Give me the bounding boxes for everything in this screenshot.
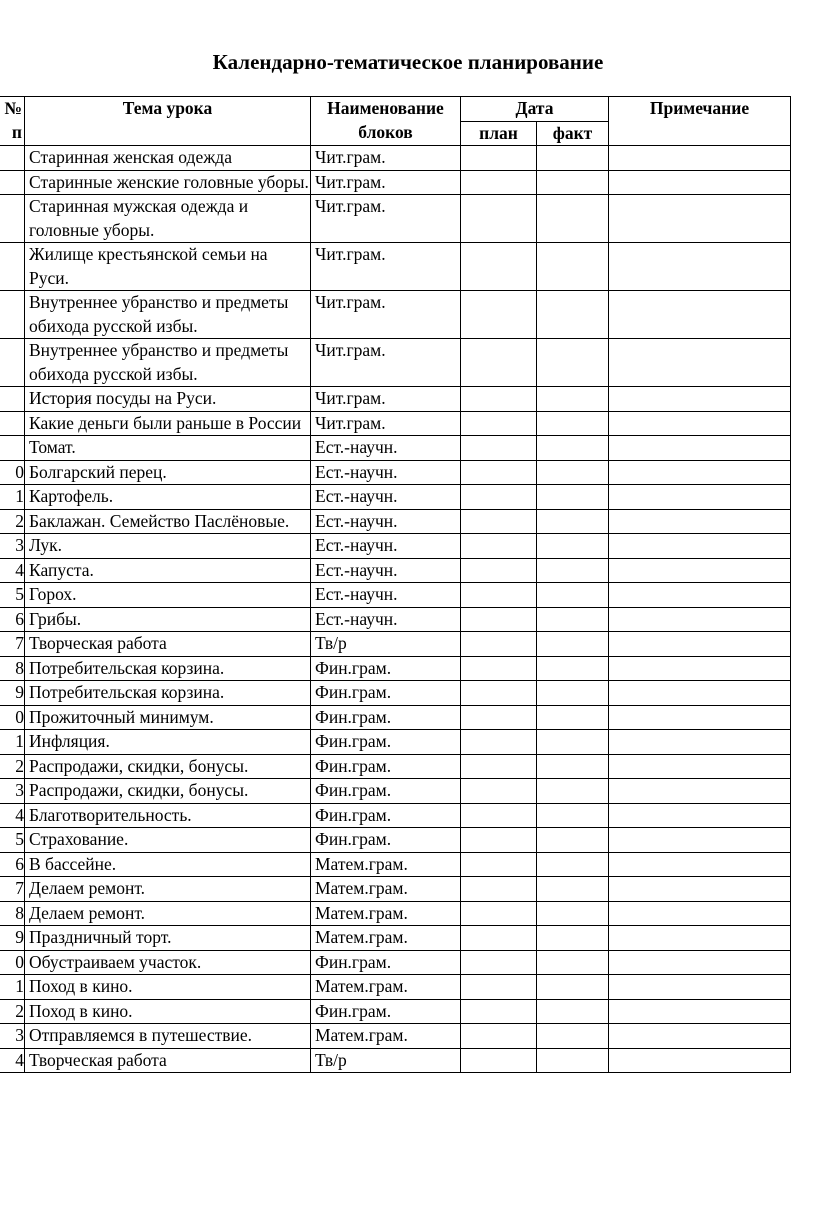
- row-date-fact: [537, 436, 609, 461]
- row-topic: Делаем ремонт.: [25, 901, 311, 926]
- row-number: [0, 243, 25, 291]
- row-number: 4: [0, 558, 25, 583]
- row-date-plan: [461, 146, 537, 171]
- plan-table: [0, 96, 791, 1073]
- table-row: [0, 779, 791, 804]
- table-row: [0, 681, 791, 706]
- row-number: 5: [0, 828, 25, 853]
- row-topic: Распродажи, скидки, бонусы.: [25, 779, 311, 804]
- row-topic: Капуста.: [25, 558, 311, 583]
- row-number: 6: [0, 607, 25, 632]
- row-number: [0, 387, 25, 412]
- table-row: [0, 632, 791, 657]
- row-date-fact: [537, 485, 609, 510]
- table-row: [0, 291, 791, 339]
- row-topic: История посуды на Руси.: [25, 387, 311, 412]
- row-block: Ест.-научн.: [311, 436, 461, 461]
- row-topic: Картофель.: [25, 485, 311, 510]
- table-row: [0, 170, 791, 195]
- row-number: 8: [0, 656, 25, 681]
- row-number: 2: [0, 999, 25, 1024]
- row-note: [609, 681, 791, 706]
- row-date-plan: [461, 901, 537, 926]
- row-date-fact: [537, 583, 609, 608]
- row-note: [609, 1024, 791, 1049]
- row-note: [609, 926, 791, 951]
- row-block: Фин.грам.: [311, 705, 461, 730]
- row-number: 1: [0, 730, 25, 755]
- row-number: 7: [0, 632, 25, 657]
- row-topic: Благотворительность.: [25, 803, 311, 828]
- row-block: Фин.грам.: [311, 828, 461, 853]
- row-date-fact: [537, 558, 609, 583]
- row-date-plan: [461, 170, 537, 195]
- table-row: [0, 950, 791, 975]
- row-date-plan: [461, 681, 537, 706]
- row-date-fact: [537, 779, 609, 804]
- row-date-fact: [537, 656, 609, 681]
- header-date-plan: план: [461, 121, 537, 146]
- header-number: [0, 97, 25, 146]
- row-topic: Жилище крестьянской семьи на Руси.: [25, 243, 311, 291]
- row-number: 8: [0, 901, 25, 926]
- row-number: 6: [0, 852, 25, 877]
- row-topic: Потребительская корзина.: [25, 656, 311, 681]
- row-date-plan: [461, 485, 537, 510]
- table-row: [0, 583, 791, 608]
- row-block: Ест.-научн.: [311, 607, 461, 632]
- row-block: Матем.грам.: [311, 852, 461, 877]
- row-note: [609, 999, 791, 1024]
- row-date-fact: [537, 754, 609, 779]
- row-date-fact: [537, 607, 609, 632]
- row-date-plan: [461, 975, 537, 1000]
- row-topic: Старинные женские головные уборы.: [25, 170, 311, 195]
- row-topic: Поход в кино.: [25, 999, 311, 1024]
- row-note: [609, 195, 791, 243]
- row-note: [609, 705, 791, 730]
- row-note: [609, 730, 791, 755]
- table-row: [0, 339, 791, 387]
- table-row: [0, 509, 791, 534]
- row-date-fact: [537, 534, 609, 559]
- row-note: [609, 828, 791, 853]
- row-date-fact: [537, 291, 609, 339]
- row-date-plan: [461, 828, 537, 853]
- row-date-plan: [461, 195, 537, 243]
- row-topic: Горох.: [25, 583, 311, 608]
- row-note: [609, 656, 791, 681]
- row-block: Ест.-научн.: [311, 460, 461, 485]
- row-block: Ест.-научн.: [311, 558, 461, 583]
- row-block: Матем.грам.: [311, 1024, 461, 1049]
- row-block: Матем.грам.: [311, 926, 461, 951]
- row-number: 1: [0, 975, 25, 1000]
- row-date-plan: [461, 656, 537, 681]
- row-date-plan: [461, 632, 537, 657]
- row-number: [0, 195, 25, 243]
- row-date-plan: [461, 460, 537, 485]
- row-block: Чит.грам.: [311, 195, 461, 243]
- row-topic: Прожиточный минимум.: [25, 705, 311, 730]
- row-topic: Баклажан. Семейство Паслёновые.: [25, 509, 311, 534]
- row-date-fact: [537, 926, 609, 951]
- row-date-fact: [537, 901, 609, 926]
- table-row: [0, 705, 791, 730]
- row-block: Тв/р: [311, 632, 461, 657]
- table-body: [0, 146, 791, 1073]
- row-block: Ест.-научн.: [311, 485, 461, 510]
- row-date-fact: [537, 509, 609, 534]
- row-date-plan: [461, 534, 537, 559]
- row-number: 5: [0, 583, 25, 608]
- row-date-plan: [461, 926, 537, 951]
- row-block: Чит.грам.: [311, 170, 461, 195]
- row-date-plan: [461, 754, 537, 779]
- row-number: 2: [0, 509, 25, 534]
- row-number: [0, 339, 25, 387]
- row-number: [0, 146, 25, 171]
- row-date-fact: [537, 195, 609, 243]
- row-topic: Внутреннее убранство и предметы обихода русской избы.: [25, 339, 311, 387]
- row-block: Фин.грам.: [311, 681, 461, 706]
- table-row: [0, 195, 791, 243]
- row-number: [0, 291, 25, 339]
- row-note: [609, 779, 791, 804]
- row-note: [609, 411, 791, 436]
- row-topic: Инфляция.: [25, 730, 311, 755]
- row-date-plan: [461, 950, 537, 975]
- row-note: [609, 170, 791, 195]
- row-number: 3: [0, 1024, 25, 1049]
- row-date-fact: [537, 999, 609, 1024]
- row-date-plan: [461, 1048, 537, 1073]
- row-note: [609, 339, 791, 387]
- row-number: 1: [0, 485, 25, 510]
- row-date-fact: [537, 852, 609, 877]
- table-row: [0, 387, 791, 412]
- row-block: Фин.грам.: [311, 999, 461, 1024]
- row-note: [609, 436, 791, 461]
- header-date-fact: факт: [537, 121, 609, 146]
- row-block: Чит.грам.: [311, 243, 461, 291]
- row-block: Матем.грам.: [311, 901, 461, 926]
- row-date-plan: [461, 411, 537, 436]
- row-number: 3: [0, 779, 25, 804]
- row-topic: Грибы.: [25, 607, 311, 632]
- row-date-fact: [537, 243, 609, 291]
- row-note: [609, 950, 791, 975]
- row-block: Фин.грам.: [311, 779, 461, 804]
- row-number: 9: [0, 926, 25, 951]
- row-block: Чит.грам.: [311, 387, 461, 412]
- row-block: Чит.грам.: [311, 291, 461, 339]
- row-topic: Делаем ремонт.: [25, 877, 311, 902]
- row-topic: Поход в кино.: [25, 975, 311, 1000]
- row-number: [0, 170, 25, 195]
- row-block: Чит.грам.: [311, 146, 461, 171]
- table-row: [0, 1024, 791, 1049]
- table-row: [0, 901, 791, 926]
- row-number: 0: [0, 705, 25, 730]
- row-note: [609, 243, 791, 291]
- row-block: Фин.грам.: [311, 950, 461, 975]
- row-note: [609, 1048, 791, 1073]
- row-date-plan: [461, 583, 537, 608]
- row-note: [609, 558, 791, 583]
- row-block: Тв/р: [311, 1048, 461, 1073]
- row-date-fact: [537, 170, 609, 195]
- row-block: Фин.грам.: [311, 803, 461, 828]
- row-topic: Страхование.: [25, 828, 311, 853]
- table-row: [0, 146, 791, 171]
- row-number: 3: [0, 534, 25, 559]
- table-row: [0, 877, 791, 902]
- row-date-fact: [537, 460, 609, 485]
- row-date-fact: [537, 1024, 609, 1049]
- row-date-plan: [461, 558, 537, 583]
- row-date-fact: [537, 705, 609, 730]
- row-date-plan: [461, 339, 537, 387]
- row-note: [609, 485, 791, 510]
- table-row: [0, 411, 791, 436]
- row-note: [609, 975, 791, 1000]
- header-date: Дата: [461, 97, 609, 122]
- row-topic: Праздничный торт.: [25, 926, 311, 951]
- row-note: [609, 291, 791, 339]
- row-date-plan: [461, 509, 537, 534]
- row-note: [609, 460, 791, 485]
- row-date-fact: [537, 828, 609, 853]
- row-number: [0, 436, 25, 461]
- table-row: [0, 534, 791, 559]
- row-topic: Лук.: [25, 534, 311, 559]
- row-note: [609, 901, 791, 926]
- table-row: [0, 975, 791, 1000]
- row-topic: Старинная мужская одежда и головные уборы.: [25, 195, 311, 243]
- row-block: Фин.грам.: [311, 656, 461, 681]
- table-row: [0, 803, 791, 828]
- table-row: [0, 852, 791, 877]
- row-block: Фин.грам.: [311, 730, 461, 755]
- row-block: Ест.-научн.: [311, 583, 461, 608]
- table-row: [0, 243, 791, 291]
- row-date-plan: [461, 877, 537, 902]
- row-topic: Какие деньги были раньше в России: [25, 411, 311, 436]
- row-number: 0: [0, 950, 25, 975]
- table-row: [0, 730, 791, 755]
- header-note: Примечание: [609, 97, 791, 146]
- table-row: [0, 607, 791, 632]
- row-date-plan: [461, 705, 537, 730]
- row-note: [609, 387, 791, 412]
- table-row: [0, 754, 791, 779]
- row-date-plan: [461, 1024, 537, 1049]
- table-header: [0, 97, 791, 146]
- table-row: [0, 1048, 791, 1073]
- row-date-plan: [461, 243, 537, 291]
- header-number-line1: №: [4, 98, 22, 118]
- row-block: Чит.грам.: [311, 339, 461, 387]
- page-title: Календарно-тематическое планирование: [212, 50, 604, 74]
- row-date-plan: [461, 730, 537, 755]
- row-topic: Отправляемся в путешествие.: [25, 1024, 311, 1049]
- row-topic: Томат.: [25, 436, 311, 461]
- table-row: [0, 656, 791, 681]
- row-number: 7: [0, 877, 25, 902]
- row-note: [609, 877, 791, 902]
- row-topic: Обустраиваем участок.: [25, 950, 311, 975]
- row-date-fact: [537, 730, 609, 755]
- row-date-plan: [461, 852, 537, 877]
- row-note: [609, 534, 791, 559]
- table-row: [0, 558, 791, 583]
- row-note: [609, 583, 791, 608]
- row-block: Матем.грам.: [311, 877, 461, 902]
- table-row: [0, 926, 791, 951]
- row-block: Матем.грам.: [311, 975, 461, 1000]
- row-date-plan: [461, 436, 537, 461]
- row-date-plan: [461, 779, 537, 804]
- header-topic: Тема урока: [25, 97, 311, 146]
- row-number: 4: [0, 803, 25, 828]
- row-date-fact: [537, 681, 609, 706]
- row-topic: Болгарский перец.: [25, 460, 311, 485]
- row-date-fact: [537, 146, 609, 171]
- row-date-plan: [461, 999, 537, 1024]
- row-note: [609, 509, 791, 534]
- row-note: [609, 803, 791, 828]
- table-row: [0, 999, 791, 1024]
- table-row: [0, 436, 791, 461]
- row-date-plan: [461, 291, 537, 339]
- row-block: Чит.грам.: [311, 411, 461, 436]
- row-date-fact: [537, 339, 609, 387]
- header-number-line2: п: [11, 121, 22, 142]
- row-block: Ест.-научн.: [311, 509, 461, 534]
- row-number: 2: [0, 754, 25, 779]
- row-number: [0, 411, 25, 436]
- row-block: Ест.-научн.: [311, 534, 461, 559]
- row-number: 0: [0, 460, 25, 485]
- row-note: [609, 754, 791, 779]
- row-topic: Потребительская корзина.: [25, 681, 311, 706]
- row-date-fact: [537, 975, 609, 1000]
- row-note: [609, 852, 791, 877]
- row-note: [609, 607, 791, 632]
- row-number: 4: [0, 1048, 25, 1073]
- row-date-plan: [461, 803, 537, 828]
- row-note: [609, 146, 791, 171]
- row-date-plan: [461, 387, 537, 412]
- row-topic: Творческая работа: [25, 1048, 311, 1073]
- row-date-fact: [537, 950, 609, 975]
- row-date-fact: [537, 632, 609, 657]
- table-row: [0, 828, 791, 853]
- row-note: [609, 632, 791, 657]
- row-date-fact: [537, 387, 609, 412]
- row-date-fact: [537, 411, 609, 436]
- row-date-plan: [461, 607, 537, 632]
- row-date-fact: [537, 877, 609, 902]
- header-block: Наименование блоков: [311, 97, 461, 146]
- row-topic: Творческая работа: [25, 632, 311, 657]
- row-topic: Распродажи, скидки, бонусы.: [25, 754, 311, 779]
- row-date-fact: [537, 1048, 609, 1073]
- table-row: [0, 460, 791, 485]
- row-block: Фин.грам.: [311, 754, 461, 779]
- row-topic: Внутреннее убранство и предметы обихода русской избы.: [25, 291, 311, 339]
- row-topic: В бассейне.: [25, 852, 311, 877]
- row-number: 9: [0, 681, 25, 706]
- table-row: [0, 485, 791, 510]
- row-topic: Старинная женская одежда: [25, 146, 311, 171]
- row-date-fact: [537, 803, 609, 828]
